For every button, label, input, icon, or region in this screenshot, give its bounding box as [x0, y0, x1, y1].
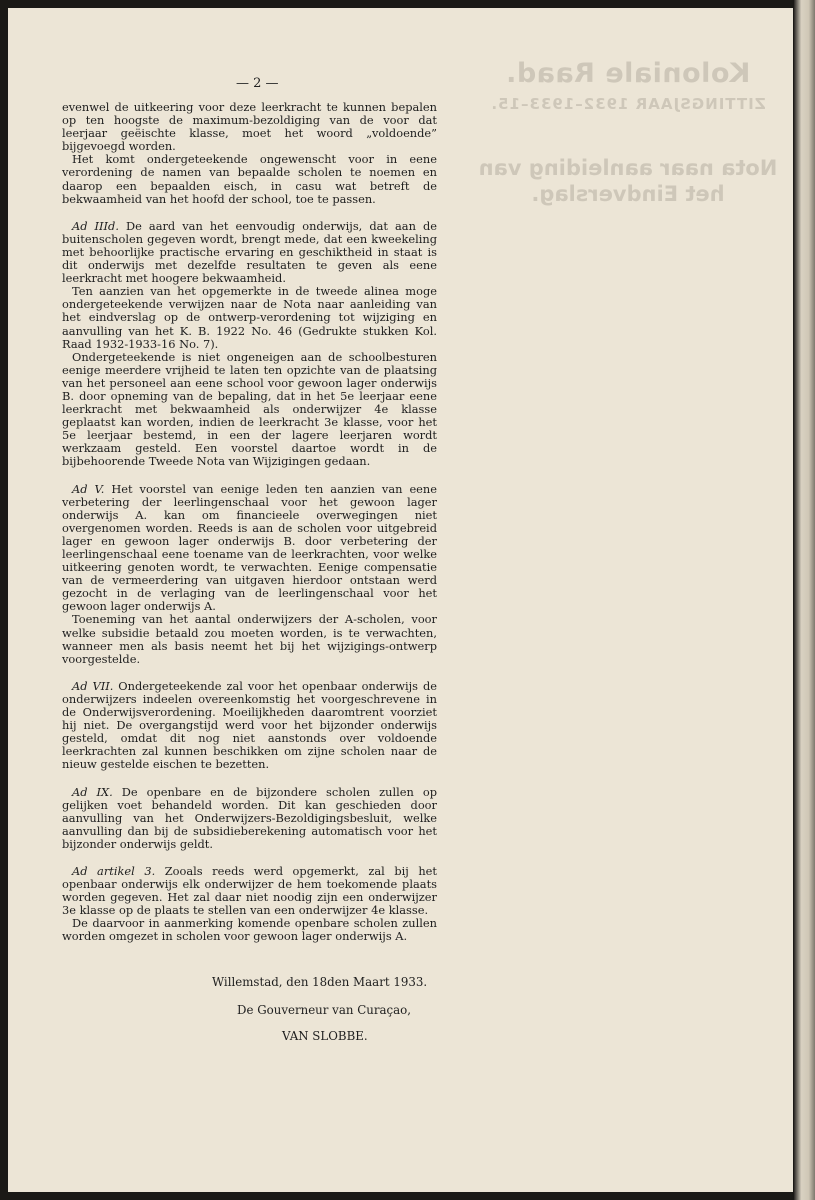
- bleedthrough-text: [478, 58, 778, 207]
- section-label-ad-vii: Ad VII.: [72, 678, 114, 693]
- paragraph-8-text: Ondergeteekende zal voor het openbaar onderwijs de onderwijzers indeelen overeenkomstig het voorgeschrevene in de Onderwijsverordening. Moeilijkheden daaromtrent voorziet hij niet. De overgangstijd werd voor het bijzonder onderwijs gesteld, omdat dit nog niet aanstonds over voldoende leerkrachten zal kunnen beschikken om zijne scholen naar de nieuw gestelde eischen te bezetten.: [62, 678, 437, 772]
- page-number: — 2 —: [236, 76, 279, 91]
- paragraph-3: [62, 220, 437, 285]
- paragraph-10: [62, 865, 437, 917]
- place-date-line: Willemstad, den 18den Maart 1933.: [212, 975, 428, 989]
- document-page: [8, 8, 793, 1192]
- paragraph-4: Ten aanzien van het opgemerkte in de tweede alinea moge ondergeteekende verwijzen naar de Nota naar aanleiding van het eindverslag op de ontwerp-verordening tot wijziging en aanvulling van het K. B. 1922 No. 46 (Gedrukte stukken Kol. Raad 1932-1933-16 No. 7).: [62, 284, 437, 351]
- paragraph-2: Het komt ondergeteekende ongewenscht voor in eene verordening de namen van bepaalde scholen te noemen en daarop een bepaalden eisch, in casu wat betreft de bekwaamheid van het hoofd der school, toe te passen.: [62, 152, 437, 206]
- paragraph-8: [62, 680, 437, 772]
- signature-line: VAN SLOBBE.: [282, 1029, 368, 1043]
- section-label-ad-iiid: Ad IIId.: [72, 218, 119, 233]
- paragraph-5: Ondergeteekende is niet ongeneigen aan de schoolbesturen eenige meerdere vrijheid te laten ten opzichte van de plaatsing van het personeel aan eene school voor gewoon lager onderwijs B. door opneming van de bepaling, dat in het 5e leerjaar eene leerkracht met bekwaamheid als onderwijzer 4e klasse geplaatst kan worden, indien de leerkracht 3e klasse, voor het 5e leerjaar bestemd, in een der lagere leerjaren wordt werkzaam gesteld. Een voorstel daartoe wordt in de bijbehoorende Tweede Nota van Wijzigingen gedaan.: [62, 349, 437, 469]
- paragraph-3-text: De aard van het eenvoudig onderwijs, dat aan de buitenscholen gegeven wordt, brengt mede, dat een kweekeling met behoorlijke practische ervaring en geschiktheid in staat is dit onderwijs met dezelfde resultaten te geven als eene leerkracht met hoogere bekwaamheid.: [62, 218, 437, 286]
- body-text: [62, 101, 437, 944]
- section-label-ad-artikel-3: Ad artikel 3.: [72, 863, 156, 878]
- bleedthrough-subtitle: ZITTINGSJAAR 1932–1933–15.: [490, 95, 766, 113]
- section-label-ad-v: Ad V.: [72, 481, 105, 496]
- paragraph-6: [62, 483, 437, 614]
- paragraph-6-text: Het voorstel van eenige leden ten aanzien van eene verbetering der leerlingenschaal voor het gewoon lager onderwijs A. kan om financieele overwegingen niet overgenomen worden. Reeds is aan de scholen voor uitgebreid lager en gewoon lager onderwijs B. door verbetering der leerlingenschaal eene toename van de leerkrachten, voor welke uitkeering genoten wordt, te verwachten. Eenige compensatie van de vermeerdering van uitgaven hierdoor ontstaan werd gezocht in de verlaging van de leerlingenschaal voor het gewoon lager onderwijs A.: [62, 481, 438, 614]
- bleedthrough-nota: Nota naar aanleiding van het Eindverslag.: [478, 156, 778, 206]
- governor-title-line: De Gouverneur van Curaçao,: [237, 1003, 411, 1017]
- paragraph-11: De daarvoor in aanmerking komende openbare scholen zullen worden omgezet in scholen voor gewoon lager onderwijs A.: [62, 916, 437, 944]
- paragraph-9-text: De openbare en de bijzondere scholen zullen op gelijken voet behandeld worden. Dit kan geschieden door aanvulling van het Onderwijzers-Bezoldigingsbesluit, welke aanvulling dan bij de subsidieberekening automatisch voor het bijzonder onderwijs geldt.: [62, 784, 438, 851]
- binding-edge: [794, 0, 815, 1200]
- bleedthrough-title: Koloniale Raad.: [505, 58, 751, 89]
- paragraph-7: Toeneming van het aantal onderwijzers der A-scholen, voor welke subsidie betaald zou moeten worden, is te verwachten, wanneer men als basis neemt het bij het wijzigings-ontwerp voorgestelde.: [62, 612, 437, 666]
- paragraph-1: evenwel de uitkeering voor deze leerkracht te kunnen bepalen op ten hoogste de maximum-bezoldiging van de voor dat leerjaar geëischte klasse, moet het woord „voldoende” bijgevoegd worden.: [62, 100, 437, 154]
- paragraph-10-text: Zooals reeds werd opgemerkt, zal bij het openbaar onderwijs elk onderwijzer de hem toekomende plaats worden gegeven. Het zal daar niet noodig zijn een onderwijzer 3e klasse op de plaats te stellen van een onderwijzer 4e klasse.: [62, 863, 437, 918]
- paragraph-9: [62, 786, 437, 851]
- section-label-ad-ix: Ad IX.: [72, 784, 113, 799]
